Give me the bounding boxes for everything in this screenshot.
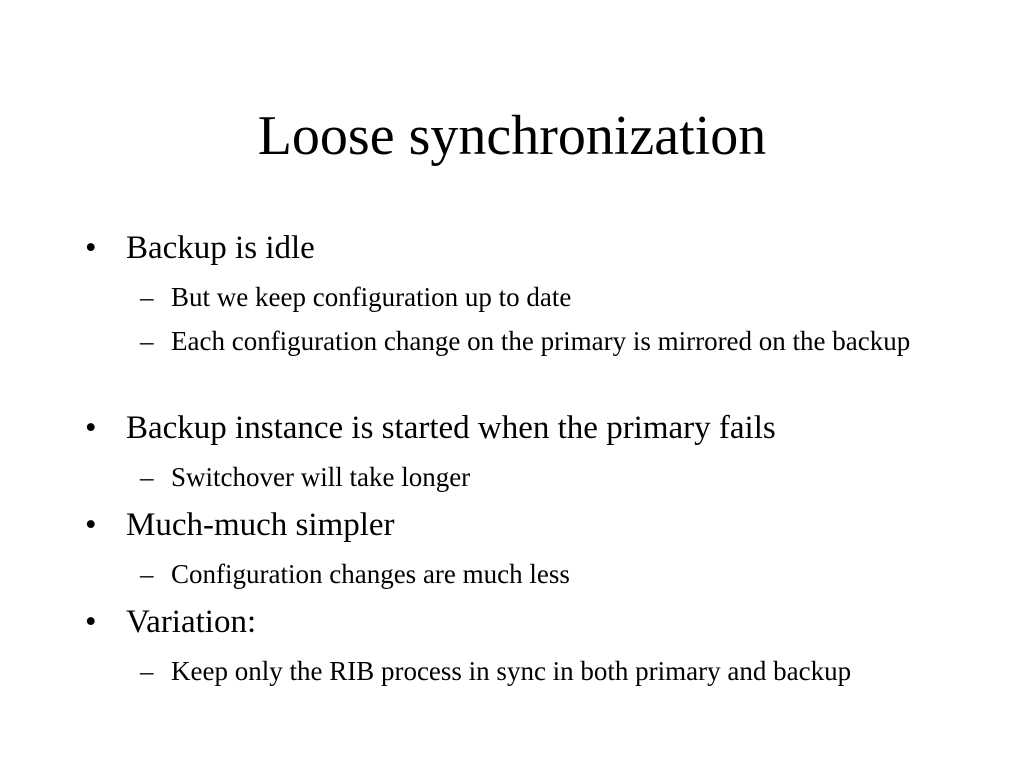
sub-bullet-text: Each configuration change on the primary is mirrored on the backup — [171, 326, 911, 356]
bullet-text: Much-much simpler — [126, 507, 395, 543]
bullet-text: Variation: — [126, 604, 257, 640]
sub-bullet-text: Configuration changes are much less — [171, 559, 570, 589]
bullet-marker: • — [85, 230, 97, 266]
bullet-marker: • — [85, 604, 97, 640]
bullet-text: Backup is idle — [126, 230, 315, 266]
sub-bullet-text: Keep only the RIB process in sync in both primary and backup — [171, 656, 852, 686]
bullet-text: Backup instance is started when the primary fails — [126, 410, 776, 446]
bullet-marker: • — [85, 507, 97, 543]
sub-bullet-marker: – — [140, 462, 154, 492]
sub-bullet-text: But we keep configuration up to date — [171, 282, 572, 312]
slide-title: Loose synchronization — [257, 105, 767, 167]
bullet-marker: • — [85, 410, 97, 446]
sub-bullet-marker: – — [140, 326, 154, 356]
sub-bullet-marker: – — [140, 656, 154, 686]
sub-bullet-text: Switchover will take longer — [171, 462, 471, 492]
sub-bullet-marker: – — [140, 282, 154, 312]
sub-bullet-marker: – — [140, 559, 154, 589]
